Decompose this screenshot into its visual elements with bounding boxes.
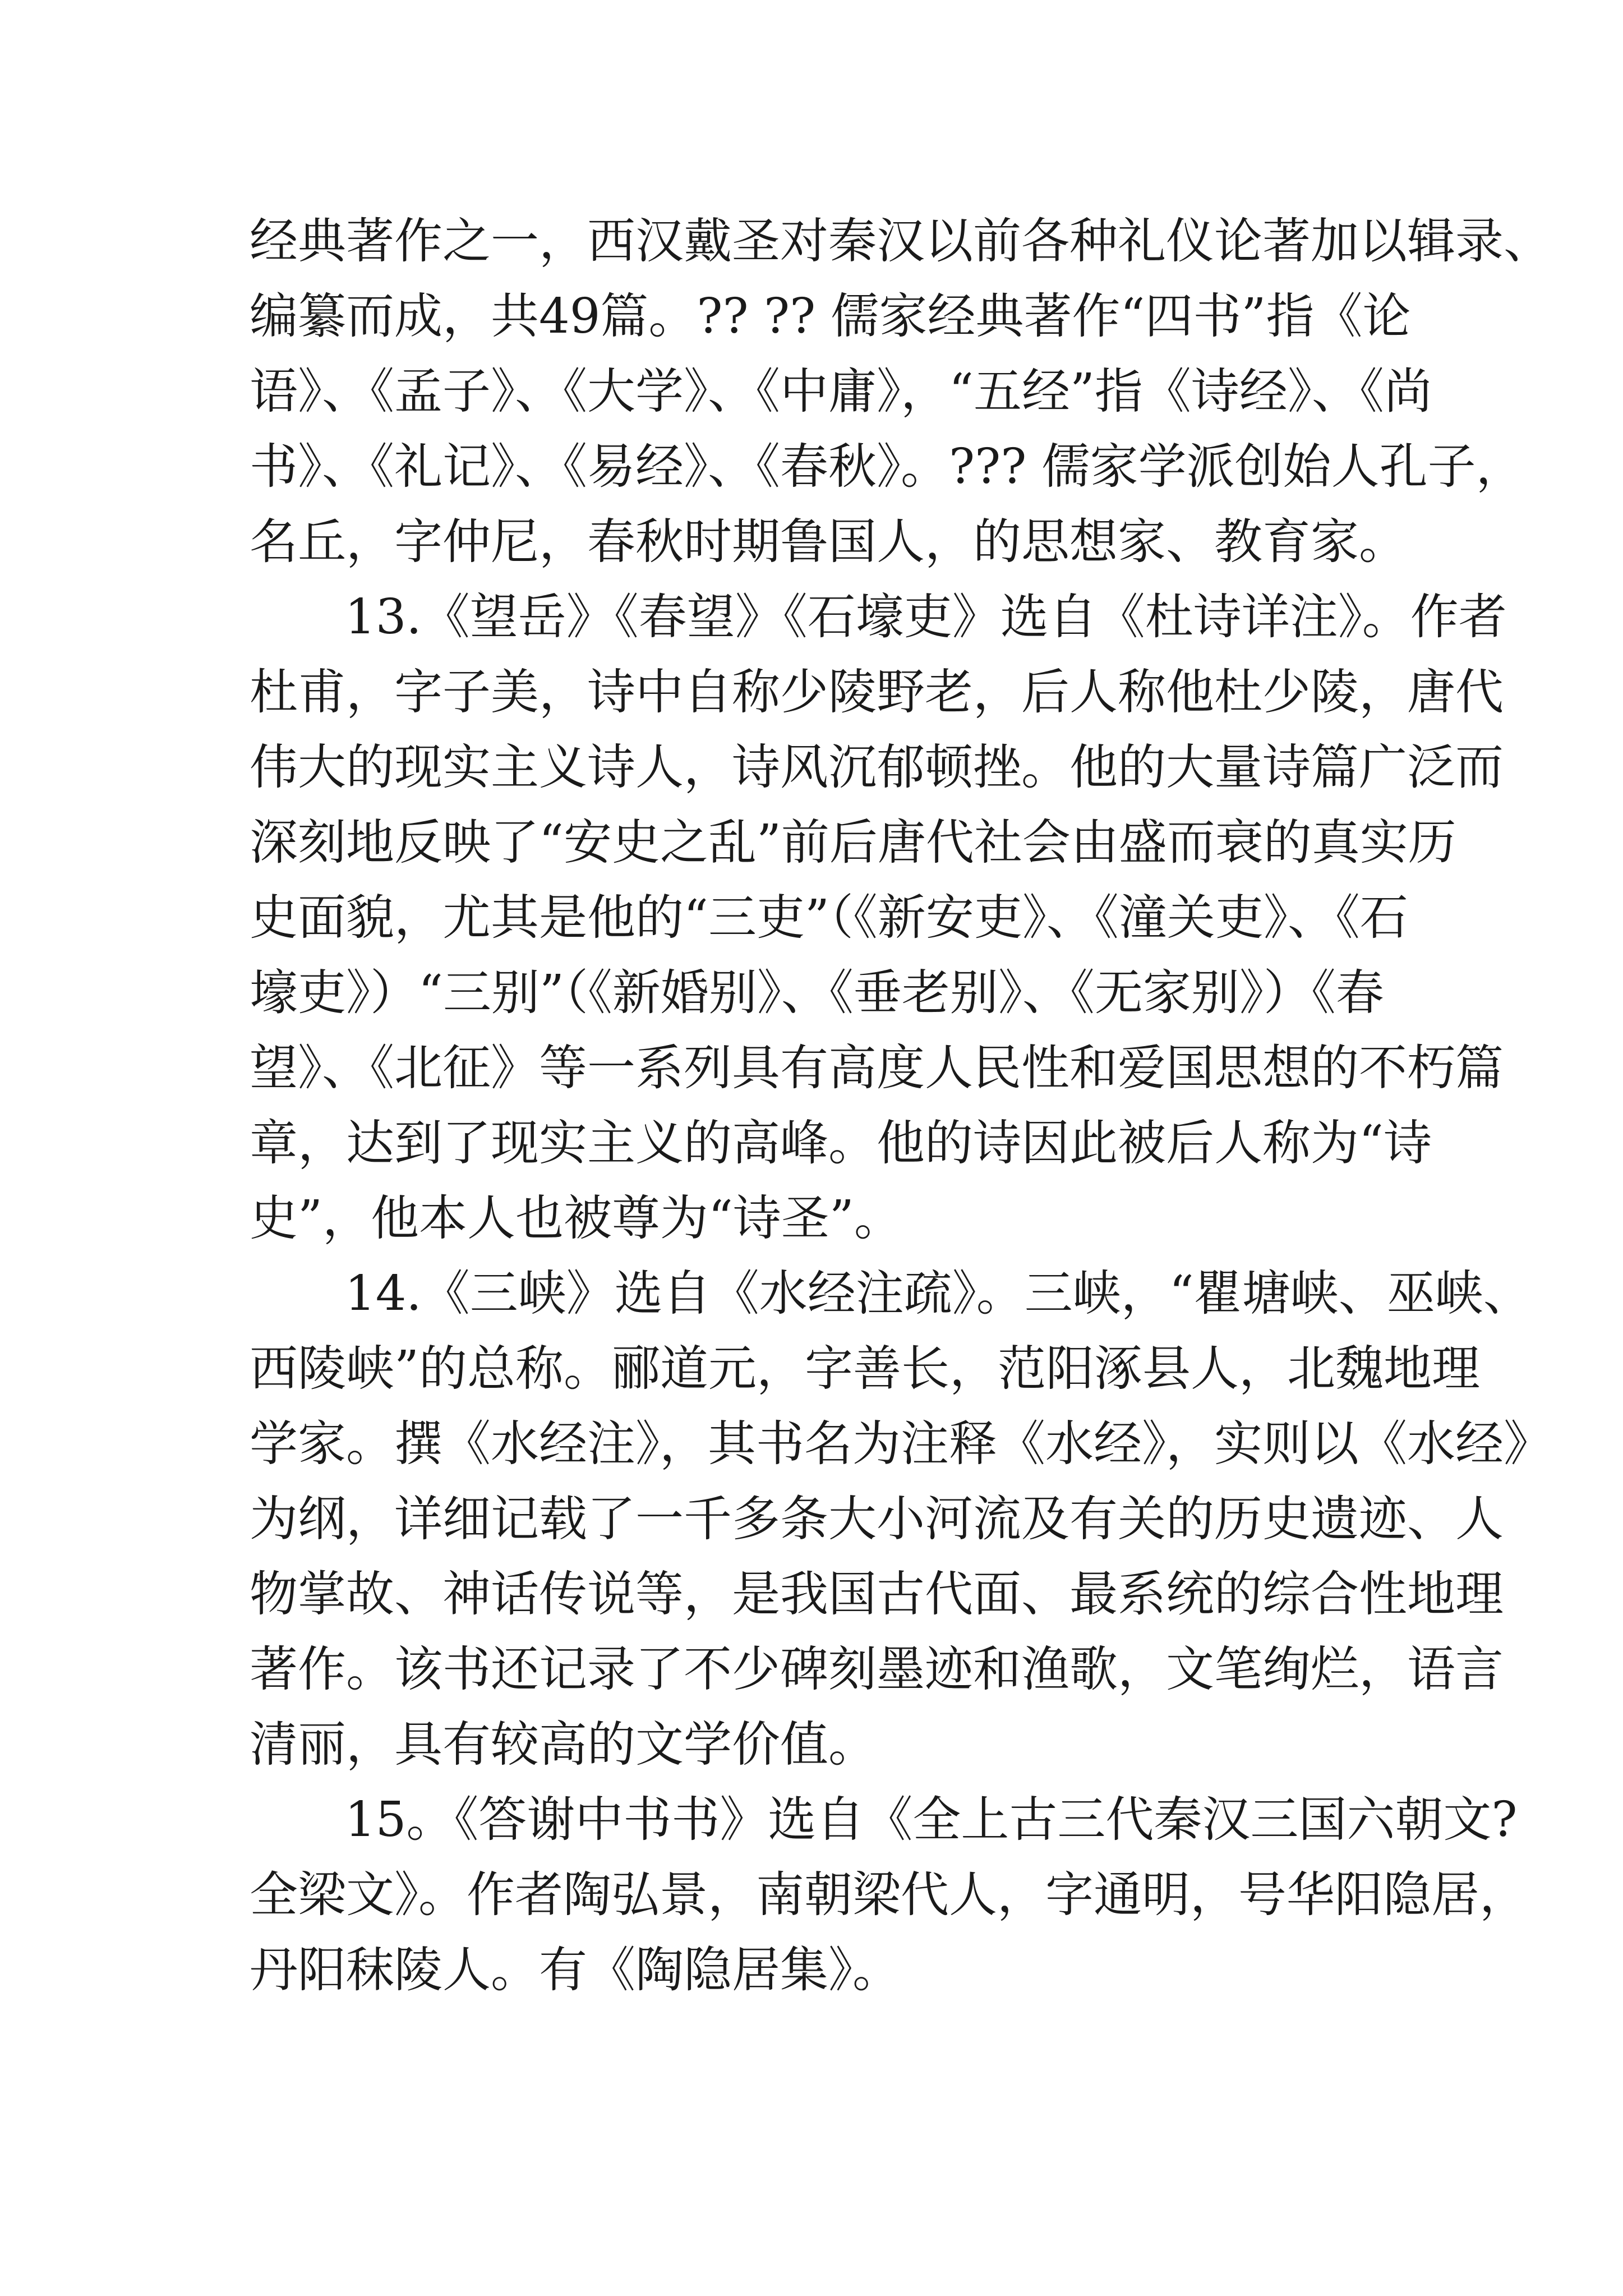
- text-line-8: 伟大的现实主义诗人，诗风沉郁顿挫。他的大量诗篇广泛而: [250, 739, 1504, 795]
- text-line-13: 章，达到了现实主义的高峰。他的诗因此被后人称为“诗: [250, 1115, 1432, 1171]
- text-line-18: 为纲，详细记载了一千多条大小河流及有关的历史遗迹、人: [250, 1491, 1504, 1547]
- text-line-1: 经典著作之一，西汉戴圣对秦汉以前各种礼仪论著加以辑录、: [250, 213, 1552, 269]
- text-line-23: 全梁文》。作者陶弘景，南朝梁代人，字通明，号华阳隐居，: [250, 1867, 1528, 1923]
- text-line-4: 书》、《礼记》、《易经》、《春秋》。??? 儒家学派创始人孔子，: [250, 439, 1524, 495]
- text-line-11: 壕吏》）“三别”（《新婚别》、《垂老别》、《无家别》）《春: [250, 965, 1384, 1021]
- paragraph-15-start: 15。《答谢中书书》选自《全上古三代秦汉三国六朝文?: [345, 1792, 1518, 1848]
- text-line-16: 西陵峡”的总称。郦道元，字善长，范阳涿县人，北魏地理: [250, 1341, 1480, 1397]
- text-line-9: 深刻地反映了“安史之乱”前后唐代社会由盛而衰的真实历: [250, 815, 1456, 871]
- text-line-21: 清丽，具有较高的文学价值。: [250, 1717, 877, 1773]
- text-line-3: 语》、《孟子》、《大学》、《中庸》，“五经”指《诗经》、《尚: [250, 364, 1432, 420]
- text-line-17: 学家。撰《水经注》，其书名为注释《水经》，实则以《水经》: [250, 1416, 1552, 1472]
- paragraph-13-start: 13.《望岳》《春望》《石壕吏》选自《杜诗详注》。作者: [345, 589, 1507, 645]
- text-line-12: 望》、《北征》等一系列具有高度人民性和爱国思想的不朽篇: [250, 1040, 1504, 1096]
- text-line-14: 史”，他本人也被尊为“诗圣”。: [250, 1190, 902, 1246]
- document-body: [250, 212, 1552, 2016]
- text-line-20: 著作。该书还记录了不少碑刻墨迹和渔歌，文笔绚烂，语言: [250, 1641, 1504, 1697]
- text-line-10: 史面貌，尤其是他的“三吏”（《新安吏》、《潼关吏》、《石: [250, 890, 1408, 946]
- paragraph-14-start: 14.《三峡》选自《水经注疏》。三峡，“瞿塘峡、巫峡、: [345, 1266, 1532, 1322]
- text-line-7: 杜甫，字子美，诗中自称少陵野老，后人称他杜少陵，唐代: [250, 664, 1504, 720]
- text-line-24: 丹阳秣陵人。有《陶隐居集》。: [250, 1942, 901, 1998]
- text-line-2: 编纂而成，共49篇。?? ?? 儒家经典著作“四书”指《论: [250, 288, 1411, 344]
- text-line-19: 物掌故、神话传说等，是我国古代面、最系统的综合性地理: [250, 1566, 1504, 1622]
- text-line-5: 名丘，字仲尼，春秋时期鲁国人，的思想家、教育家。: [250, 514, 1407, 570]
